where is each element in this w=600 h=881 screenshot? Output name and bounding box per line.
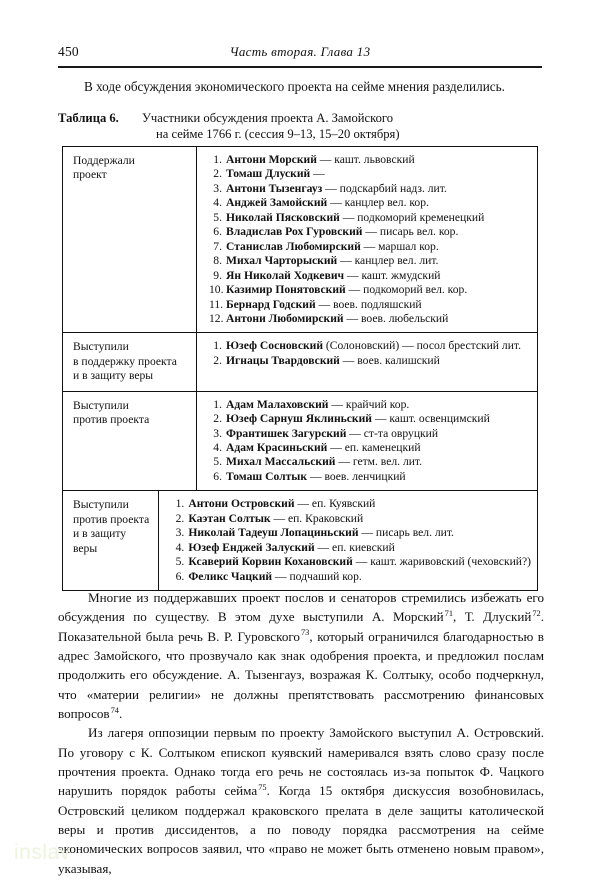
list-item (209, 441, 531, 455)
participants-table (62, 146, 538, 591)
list-item-text (226, 254, 438, 268)
participant-name: Юзеф Енджей Залуский (188, 540, 315, 554)
running-head (58, 44, 542, 64)
list-item-number: 7. (213, 239, 222, 253)
page-number: 450 (58, 44, 79, 59)
participant-name: Михал Чарторыский (226, 254, 338, 268)
footnote-ref-72: 72 (532, 608, 541, 618)
list-item (171, 526, 531, 540)
list-item-number: 5. (175, 555, 185, 569)
participant-name: Антони Любомирский (226, 311, 344, 325)
table-category-line: Поддержали (73, 154, 135, 167)
list-item-text (188, 541, 394, 555)
table-category-line: Выступили (73, 498, 129, 512)
footnote-ref-73: 73 (300, 628, 310, 638)
participant-title: — еп. Краковский (270, 511, 364, 525)
list-item-number: 1. (213, 153, 222, 166)
paragraph-1-part-b: , Т. Длуский (453, 609, 532, 625)
participant-name: Игнацы Твардовский (226, 353, 340, 367)
list-item-text (226, 153, 415, 167)
list-item-number: 2. (213, 412, 222, 426)
participant-name: Николай Пясковский (226, 210, 340, 224)
participant-name: Антони Островский (188, 497, 295, 511)
list-item (209, 398, 531, 412)
table-category-line: Выступили (73, 398, 129, 412)
table-category-line: против проекта (73, 512, 150, 526)
list-item (171, 541, 531, 555)
list-item-number: 6. (175, 569, 185, 583)
list-item-number: 3. (213, 426, 222, 440)
running-head-title: Часть вторая. Глава 13 (229, 44, 371, 59)
list-item (209, 196, 531, 210)
table-caption-line-1: Участники обсуждения проекта А. Замойского (142, 111, 394, 125)
table-entries-cell (197, 333, 537, 390)
list-item-number: 4. (213, 196, 222, 210)
participant-title: — кашт. жмудский (344, 268, 441, 282)
list-item (209, 182, 531, 196)
list-item (209, 354, 531, 368)
body-text (58, 588, 544, 878)
list-item-number: 12. (209, 311, 224, 325)
list-item-number: 4. (213, 441, 222, 455)
participant-title: — воев. ленчицкий (307, 469, 406, 483)
participant-title: — подскарбий надз. лит. (322, 181, 447, 195)
table-caption-label: Таблица 6. (58, 111, 119, 125)
participant-name: Юзеф Сарнуш Яклиньский (226, 412, 372, 426)
table-caption-text (142, 111, 542, 142)
list-item-text (188, 497, 375, 511)
participant-title: — подкоморий кременецкий (339, 210, 485, 224)
table-entries-cell (159, 491, 537, 590)
list-item-text (226, 398, 409, 412)
list-item (209, 240, 531, 254)
list-item-text (226, 339, 521, 353)
list-item-number: 6. (213, 469, 222, 483)
paragraph-1-part-a: Многие из поддержавших проект послов и сенаторов стремились избежать его обсуждения по существу. В этом духе выступили А. Морский (58, 590, 544, 625)
table-row (63, 491, 537, 590)
paragraph-2-part-a: Из лагеря оппозиции первым по проекту Замойского выступил А. Островский. По уговору с К. Солтыком епископ куявский намеривался взять слово сразу после прочтения проекта. Однако тогда его речь не состоялась из-за попыток Ф. Чацкого нарушить порядок работы сейма (58, 725, 544, 799)
participant-name: Антони Морский (226, 153, 317, 166)
footnote-ref-71: 71 (444, 608, 454, 618)
list-item-text (226, 182, 447, 196)
list-item (209, 269, 531, 283)
watermark: inslav (14, 841, 71, 864)
participant-title: — (310, 167, 325, 181)
list-item-number: 5. (213, 455, 222, 469)
table-caption-line-2: на сейме 1766 г. (сессия 9–13, 15–20 октября) (156, 126, 400, 141)
table-entries-cell (197, 392, 537, 491)
participant-title: (Солоновский) — посол брестский лит. (323, 339, 521, 353)
paragraph-1-part-e: . (118, 706, 123, 722)
participant-title: — кашт. жаривовский (чеховский?) (352, 555, 531, 569)
list-item-number: 1. (213, 397, 222, 411)
list-item-text (188, 555, 531, 569)
table-caption (58, 111, 542, 142)
participant-title: — еп. каменецкий (327, 441, 421, 455)
footnote-ref-74: 74 (110, 705, 119, 715)
participant-title: — маршал кор. (360, 239, 439, 253)
paragraph-1 (58, 588, 544, 723)
list-item-number: 2. (213, 167, 222, 181)
list-item-text (226, 312, 448, 326)
list-item-text (188, 570, 361, 584)
list-item-text (226, 225, 458, 239)
participant-title: — писарь вел. лит. (358, 526, 454, 540)
list-item-number: 1. (213, 339, 222, 353)
header-rule (58, 66, 542, 68)
participant-title: — канцлер вел. лит. (337, 254, 439, 268)
table-category-cell (63, 147, 197, 332)
list-item-number: 3. (213, 181, 222, 195)
list-item (171, 570, 531, 584)
participant-name: Ксаверий Корвин Кохановский (188, 555, 353, 569)
participant-name: Владислав Рох Гуровский (226, 225, 363, 239)
list-item (171, 555, 531, 569)
table-category-line: проект (73, 168, 107, 182)
table-row (63, 333, 537, 391)
participant-title: — ст-та овруцкий (346, 426, 439, 440)
participant-title: — крайчий кор. (328, 397, 410, 411)
list-item (209, 412, 531, 426)
participant-title: — кашт. освенцимский (371, 412, 490, 426)
list-item-text (226, 283, 467, 297)
list-item-number: 6. (213, 225, 222, 239)
list-item (209, 153, 531, 167)
participant-title: — подкоморий вел. кор. (345, 283, 468, 297)
table-row (63, 392, 537, 492)
participant-title: — подчаший кор. (272, 569, 362, 583)
list-item-number: 9. (213, 268, 222, 282)
participant-name: Феликс Чацкий (188, 569, 273, 583)
participant-title: — кашт. львовский (316, 153, 415, 166)
table-category-line: в поддержку проекта (73, 354, 177, 368)
list-item-number: 3. (175, 526, 185, 540)
list-item (209, 470, 531, 484)
participant-name: Томаш Солтык (226, 469, 308, 483)
paragraph-1-part-d: , который ограничился благодарностью в адрес Замойского, что прозвучало как знак одобрения проекта, и предложил послам продолжить его обсуждение. А. Тызенгауз, возражая К. Солтыку, особо подчеркнул, что «материи религии» не должны препятствовать рассмотрению финансовых вопросов (58, 628, 544, 722)
participant-name: Бернард Годский (226, 297, 316, 311)
participant-name: Адам Красиньский (226, 441, 328, 455)
list-item-number: 4. (175, 540, 185, 554)
participant-name: Юзеф Сосновский (226, 339, 324, 353)
participant-name: Анджей Замойский (226, 196, 328, 210)
list-item-text (226, 269, 440, 283)
list-item (209, 254, 531, 268)
list-item (209, 211, 531, 225)
table-row (63, 147, 537, 333)
participant-name: Николай Тадеуш Лопациньский (188, 526, 359, 540)
list-item-text (226, 354, 440, 368)
list-item-text (226, 298, 422, 312)
table-category-line: Выступили (73, 340, 129, 354)
list-item-text (226, 441, 421, 455)
list-item (209, 225, 531, 239)
list-item-text (226, 196, 429, 210)
participant-name: Антони Тызенгауз (226, 181, 323, 195)
list-item-number: 10. (209, 283, 224, 297)
list-item (209, 455, 531, 469)
intro-paragraph: В ходе обсуждения экономического проекта на сейме мнения разделились. (84, 79, 505, 94)
participant-name: Ян Николай Ходкевич (226, 268, 345, 282)
list-item-text (226, 211, 484, 225)
participant-title: — еп. Куявский (294, 497, 376, 511)
participant-title: — гетм. вел. лит. (335, 455, 423, 469)
footnote-ref-75: 75 (258, 783, 267, 793)
table-category-line: и в защиту веры (73, 527, 127, 555)
participant-name: Адам Малаховский (226, 397, 329, 411)
list-item-text (188, 512, 363, 526)
list-item (209, 167, 531, 181)
list-item-text (188, 526, 454, 540)
list-item-number: 11. (209, 297, 224, 311)
list-item (209, 427, 531, 441)
list-item (209, 312, 531, 326)
list-item-text (226, 240, 439, 254)
list-item-number: 5. (213, 210, 222, 224)
participant-title: — воев. подляшский (315, 297, 422, 311)
list-item-number: 2. (213, 353, 222, 367)
list-item (209, 298, 531, 312)
participant-name: Станислав Любомирский (226, 239, 361, 253)
table-category-cell (63, 333, 197, 390)
table-category-line: против проекта (73, 413, 150, 427)
participant-title: — писарь вел. кор. (362, 225, 459, 239)
table-category-line: и в защиту веры (73, 369, 154, 383)
paragraph-2 (58, 723, 544, 878)
list-item-text (226, 167, 325, 181)
participant-name: Каэтан Солтык (188, 511, 271, 525)
table-entries-cell (197, 147, 537, 332)
participant-name: Казимир Понятовский (226, 283, 346, 297)
list-item-text (226, 427, 438, 441)
list-item-text (226, 412, 490, 426)
list-item-number: 8. (213, 254, 222, 268)
list-item (171, 512, 531, 526)
paragraph-2-part-b: . Когда 15 октября дискуссия возобновилась, Островский целиком поддержал краковского прелата в деле защиты католической веры и против диссидентов, а по поводу порядка рассмотрения на сейме экономических вопросов заявил, что «право не может быть отменено новым правом», указывая, (58, 783, 544, 876)
participant-title: — канцлер вел. кор. (327, 196, 429, 210)
paragraph-1-part-c: . Показательной была речь В. Р. Гуровского (58, 609, 545, 644)
list-item-text (226, 455, 422, 469)
participant-name: Франтишек Загурский (226, 426, 347, 440)
list-item-number: 2. (175, 511, 185, 525)
table-category-cell (63, 392, 197, 491)
table-category-cell (63, 491, 159, 590)
participant-title: — воев. любельский (343, 311, 449, 325)
list-item (171, 497, 531, 511)
participant-title: — воев. калишский (339, 353, 440, 367)
participant-name: Михал Массальский (226, 455, 336, 469)
list-item-number: 1. (175, 497, 185, 511)
participant-title: — еп. киевский (314, 540, 395, 554)
list-item-text (226, 470, 406, 484)
participant-name: Томаш Длуский (226, 167, 311, 181)
list-item (209, 283, 531, 297)
list-item (209, 339, 531, 353)
